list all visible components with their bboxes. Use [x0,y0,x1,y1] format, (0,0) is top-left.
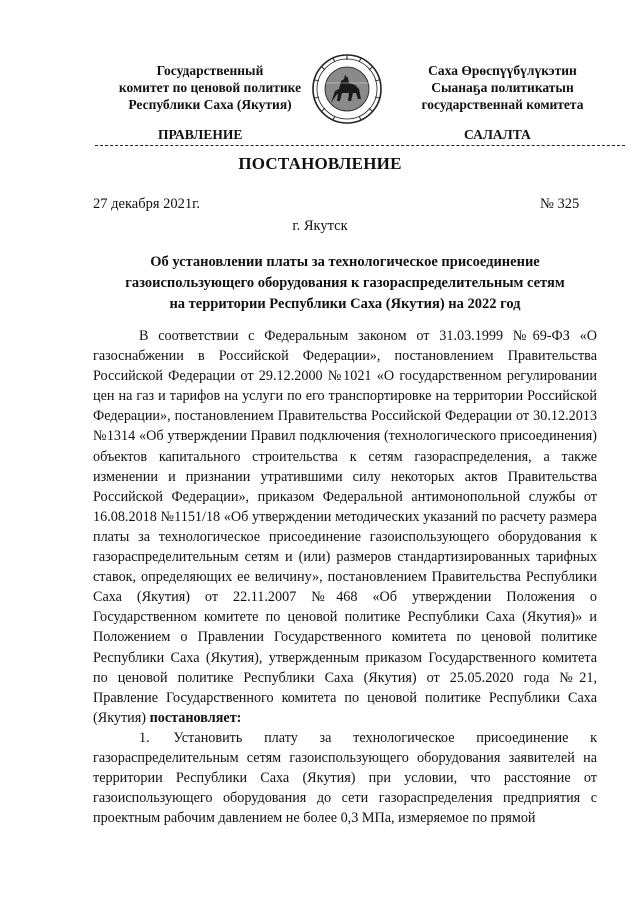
document-title-line: газоиспользующего оборудования к газораспределительным сетям [125,275,565,291]
item-number: 1. [139,729,150,746]
document-title [95,252,595,315]
sakha-republic-emblem-icon [311,53,383,125]
header-right-line: Сыанаҕа политикатын [431,80,574,95]
paragraph-text: В соответствии с Федеральным законом от 31.03.1999 №69-ФЗ «О газоснабжении в Российской Федерации», постановлением Правительства Российской Федерации от 29.12.2000 №1021 «О государственном регулировании цен на газ и тарифов на услуги по его транспортировке на территории Российской Федерации», постановлением Правительства Российской Федерации от 30.12.2013 №1314 «Об утверждении Правил подключения (технологического присоединения) объектов капитального строительства к сетям газораспределения, а также изменении и признании утратившими силу некоторых актов Правительства Российской Федерации», приказом Федеральной антимонопольной службы от 16.08.2018 №1151/18 «Об утверждении методических указаний по расчету размера платы за технологическое присоединение газоиспользующего оборудования к газораспределительным сетям и (или) размеров стандартизированных тарифных ставок, определяющих ее величину», постановлением Правительства Республики Саха (Якутия) от 22.11.2007 №468 «Об утверждении Положения о Государственном комитете по ценовой политике Республики Саха (Якутия)» и Положением о Правлении Государственного комитета по ценовой политике Республики Саха (Якутия), утвержденным приказом Государственного комитета по ценовой политике Республики Саха (Якутия) от 25.05.2020 года №21, Правление Государственного комитета по ценовой политике Республики Саха (Якутия) [93,328,597,726]
header-right-line: Саха Өрөспүүбүлүкэтин [428,63,577,78]
header-right-line: государственнай комитета [421,97,584,112]
document-date: 27 декабря 2021г. [93,196,201,212]
item-text: Установить плату за технологическое присоединение к газораспределительным сетям газоиспользующего оборудования заявителей на территории Республики Саха (Якутия) при условии, что расстояние от газоиспользующего оборудования до сети газораспределения предприятия с проектным рабочим давлением не более 0,3 МПа, измеряемое по прямой [93,729,598,827]
document-city: г. Якутск [292,218,348,234]
document-number: № 325 [540,196,580,212]
document-title-line: Об установлении платы за технологическое присоединение [150,254,540,270]
header-left-line: Государственный [156,63,264,78]
header-right-block [400,62,605,113]
department-right: САЛАЛТА [464,127,531,142]
department-left: ПРАВЛЕНИЕ [158,127,243,142]
header-left-line: Республики Саха (Якутия) [128,97,292,112]
document-body [93,326,597,828]
document-type-heading: ПОСТАНОВЛЕНИЕ [238,154,402,173]
body-item [93,728,597,828]
paragraph-bold-verb: постановляет: [149,709,242,726]
body-paragraph [93,326,597,728]
header-left-block [85,62,335,113]
header-divider [95,145,625,146]
document-title-line: на территории Республики Саха (Якутия) на 2022 год [169,296,521,312]
header-left-line: комитет по ценовой политике [118,80,302,95]
